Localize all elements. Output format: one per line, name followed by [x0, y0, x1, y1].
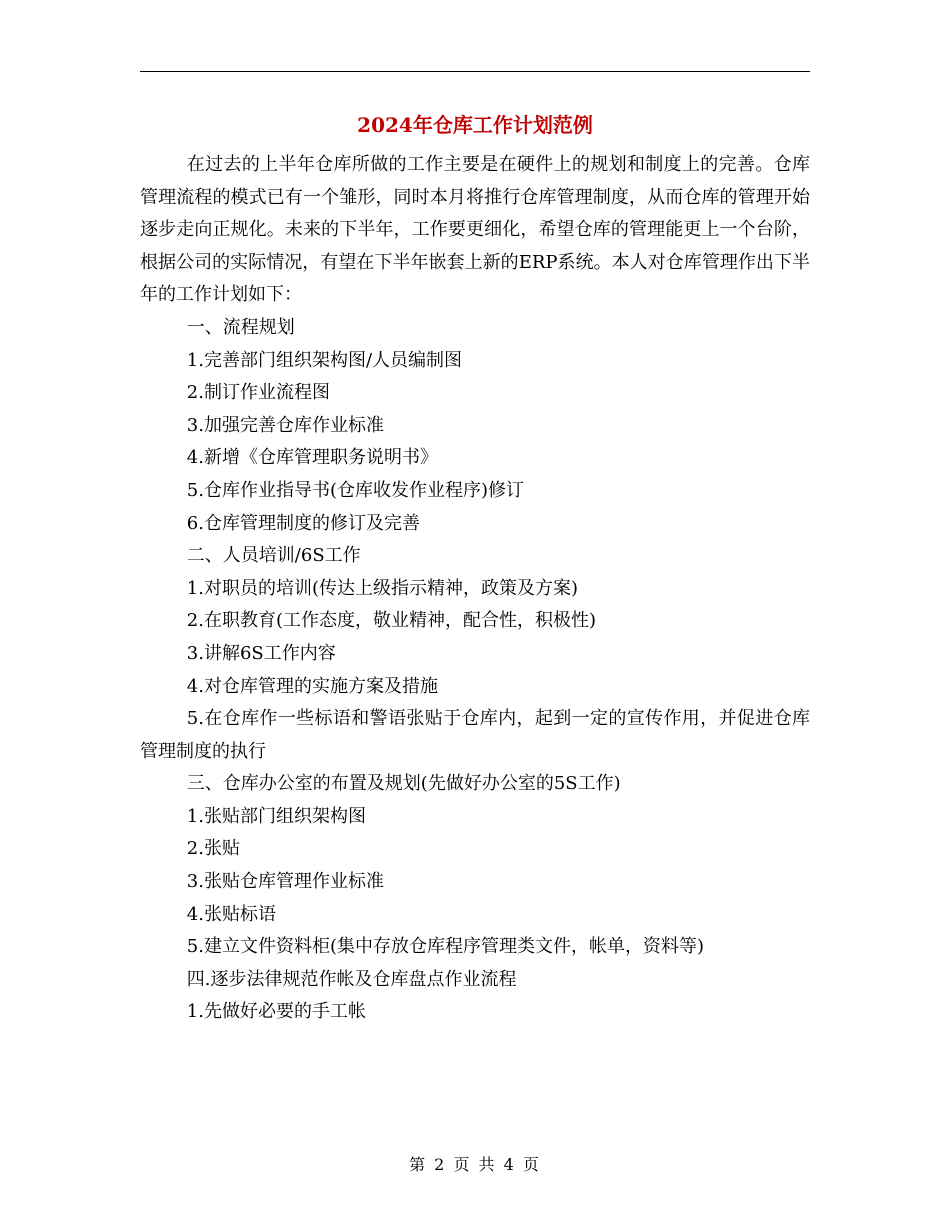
list-item: 4.新增《仓库管理职务说明书》 — [186, 447, 438, 469]
list-item: 4.张贴标语 — [186, 903, 276, 925]
list-item: 5.仓库作业指导书(仓库收发作业程序)修订 — [186, 479, 525, 501]
list-item: 2.张贴 — [186, 838, 240, 860]
section-heading-1: 一、流程规划 — [186, 316, 295, 338]
section-heading-3: 三、仓库办公室的布置及规划(先做好办公室的5S工作) — [186, 773, 621, 795]
page-number-footer: 第 2 页 共 4 页 — [409, 1155, 541, 1174]
list-item: 5.在仓库作一些标语和警语张贴于仓库内，起到一定的宣传作用，并促进仓库管理制度的执行 — [140, 708, 810, 762]
section-heading-2: 二、人员培训/6S工作 — [186, 545, 361, 567]
intro-paragraph: 在过去的上半年仓库所做的工作主要是在硬件上的规划和制度上的完善。仓库管理流程的模式已有一个雏形，同时本月将推行仓库管理制度，从而仓库的管理开始逐步走向正规化。未来的下半年，工作要更细化，希望仓库的管理能更上一个台阶，根据公司的实际情况，有望在下半年嵌套上新的ERP系统。本人对仓库管理作出下半年的工作计划如下： — [140, 154, 810, 306]
list-item: 3.讲解6S工作内容 — [186, 642, 336, 664]
document-body — [140, 149, 810, 1029]
header-rule — [140, 71, 810, 72]
list-item: 3.加强完善仓库作业标准 — [186, 414, 384, 436]
list-item: 6.仓库管理制度的修订及完善 — [186, 512, 420, 534]
list-item: 1.完善部门组织架构图/人员编制图 — [186, 349, 463, 371]
document-title: 2024年仓库工作计划范例 — [357, 113, 593, 137]
list-item: 5.建立文件资料柜(集中存放仓库程序管理类文件，帐单，资料等) — [186, 936, 705, 958]
section-heading-4: 四.逐步法律规范作帐及仓库盘点作业流程 — [186, 968, 517, 990]
list-item: 2.制订作业流程图 — [186, 382, 330, 404]
list-item: 2.在职教育(工作态度，敬业精神，配合性，积极性) — [186, 610, 597, 632]
list-item: 1.先做好必要的手工帐 — [186, 1001, 366, 1023]
list-item: 4.对仓库管理的实施方案及措施 — [186, 675, 438, 697]
list-item: 3.张贴仓库管理作业标准 — [186, 871, 384, 893]
list-item: 1.对职员的培训(传达上级指示精神，政策及方案) — [186, 577, 579, 599]
list-item: 1.张贴部门组织架构图 — [186, 805, 366, 827]
